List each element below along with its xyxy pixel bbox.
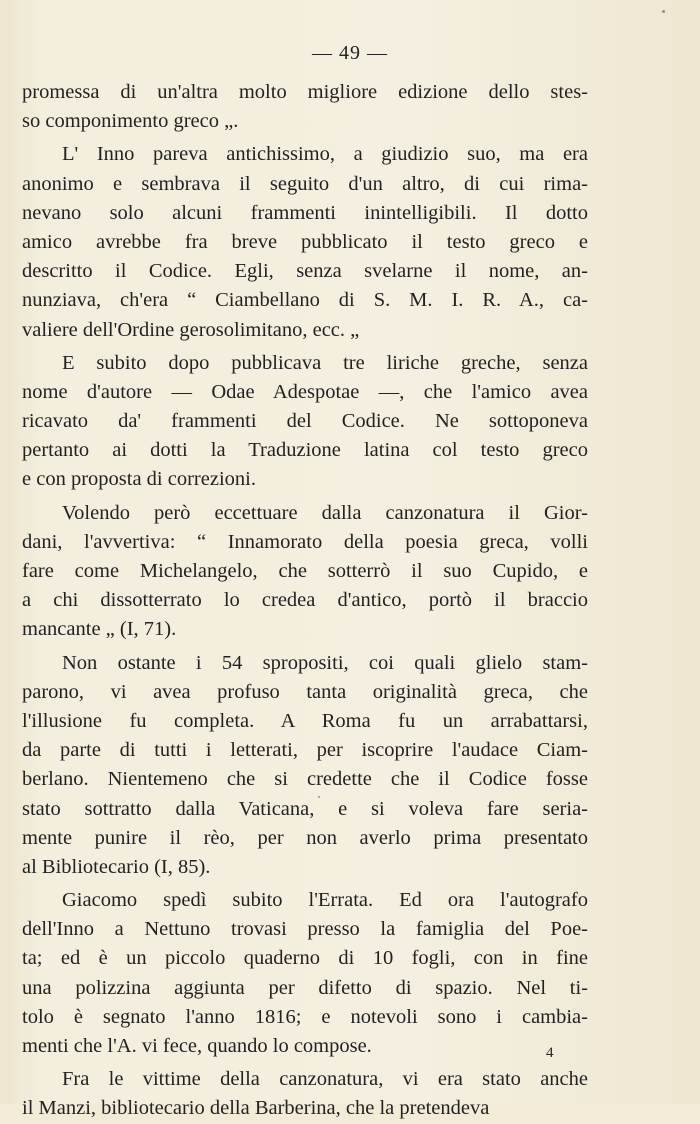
text-line: l'illusione fu completa. A Roma fu un arrabattarsi, [22, 709, 588, 732]
paragraph [22, 649, 588, 883]
text-line: E subito dopo pubblicava tre liriche greche, senza [62, 351, 588, 374]
text-line: mancante „ (I, 71). [22, 618, 177, 641]
text-line: dani, l'avvertiva: “ Innamorato della poesia greca, volli [22, 530, 588, 553]
text-line: parono, vi avea profuso tanta originalità greca, che [22, 680, 588, 703]
paper-speck [318, 796, 320, 798]
text-line: il Manzi, bibliotecario della Barberina, che la pretendeva [22, 1097, 490, 1120]
text-line: fare come Michelangelo, che sotterrò il suo Cupido, e [22, 560, 588, 582]
text-line: stato sottratto dalla Vaticana, e si voleva fare seria- [22, 797, 588, 820]
text-line: valiere dell'Ordine gerosolimitano, ecc. „ [22, 318, 360, 341]
paragraph [22, 78, 588, 136]
paper-speck [662, 10, 665, 13]
text-line: a chi dissotterrato lo credea d'antico, portò il braccio [22, 589, 588, 612]
paragraph [22, 140, 588, 344]
text-line: descritto il Codice. Egli, senza svelarne il nome, an- [22, 260, 588, 283]
text-line: ricavato da' frammenti del Codice. Ne sottoponeva [22, 410, 588, 433]
text-line: tolo è segnato l'anno 1816; e notevoli sono i cambia- [22, 1005, 588, 1028]
paragraph [22, 886, 588, 1061]
text-line: ta; ed è un piccolo quaderno di 10 fogli, con in fine [22, 947, 588, 970]
text-line: da parte di tutti i letterati, per iscoprire l'audace Ciam- [22, 739, 588, 762]
body-text [22, 78, 588, 1124]
text-line: nome d'autore — Odae Adespotae —, che l'amico avea [22, 380, 588, 403]
text-line: L' Inno pareva antichissimo, a giudizio suo, ma era [62, 143, 588, 166]
signature-mark: 4 [546, 1045, 554, 1061]
text-line: menti che l'A. vi fece, quando lo compose. [22, 1035, 372, 1057]
text-line: e con proposta di correzioni. [22, 468, 256, 491]
paragraph [22, 499, 588, 645]
text-line: mente punire il rèo, per non averlo prima presentato [22, 826, 588, 849]
text-line: nunziava, ch'era “ Ciambellano di S. M. I. R. A., ca- [22, 289, 588, 312]
text-line: promessa di un'altra molto migliore edizione dello stes- [22, 81, 588, 103]
text-line: nevano solo alcuni frammenti inintelligibili. Il dotto [22, 201, 588, 224]
text-line: Giacomo spedì subito l'Errata. Ed ora l'autografo [62, 889, 588, 912]
page-number: — 49 — [312, 42, 388, 64]
text-line: berlano. Nientemeno che si credette che il Codice fosse [22, 768, 588, 791]
text-line: pertanto ai dotti la Traduzione latina col testo greco [22, 439, 588, 462]
text-line: Fra le vittime della canzonatura, vi era stato anche [62, 1068, 588, 1091]
text-line: una polizzina aggiunta per difetto di spazio. Nel ti- [22, 976, 588, 999]
paragraph [22, 1065, 588, 1123]
text-line: Non ostante i 54 spropositi, coi quali glielo stam- [62, 651, 588, 674]
text-line: so componimento greco „. [22, 110, 239, 133]
text-line: amico avrebbe fra breve pubblicato il testo greco e [22, 230, 588, 253]
text-line: Volendo però eccettuare dalla canzonatura il Gior- [62, 501, 588, 524]
text-line: dell'Inno a Nettuno trovasi presso la famiglia del Poe- [22, 918, 588, 941]
text-line: anonimo e sembrava il seguito d'un altro, di cui rima- [22, 172, 588, 195]
paragraph [22, 349, 588, 495]
text-line: al Bibliotecario (I, 85). [22, 855, 211, 878]
